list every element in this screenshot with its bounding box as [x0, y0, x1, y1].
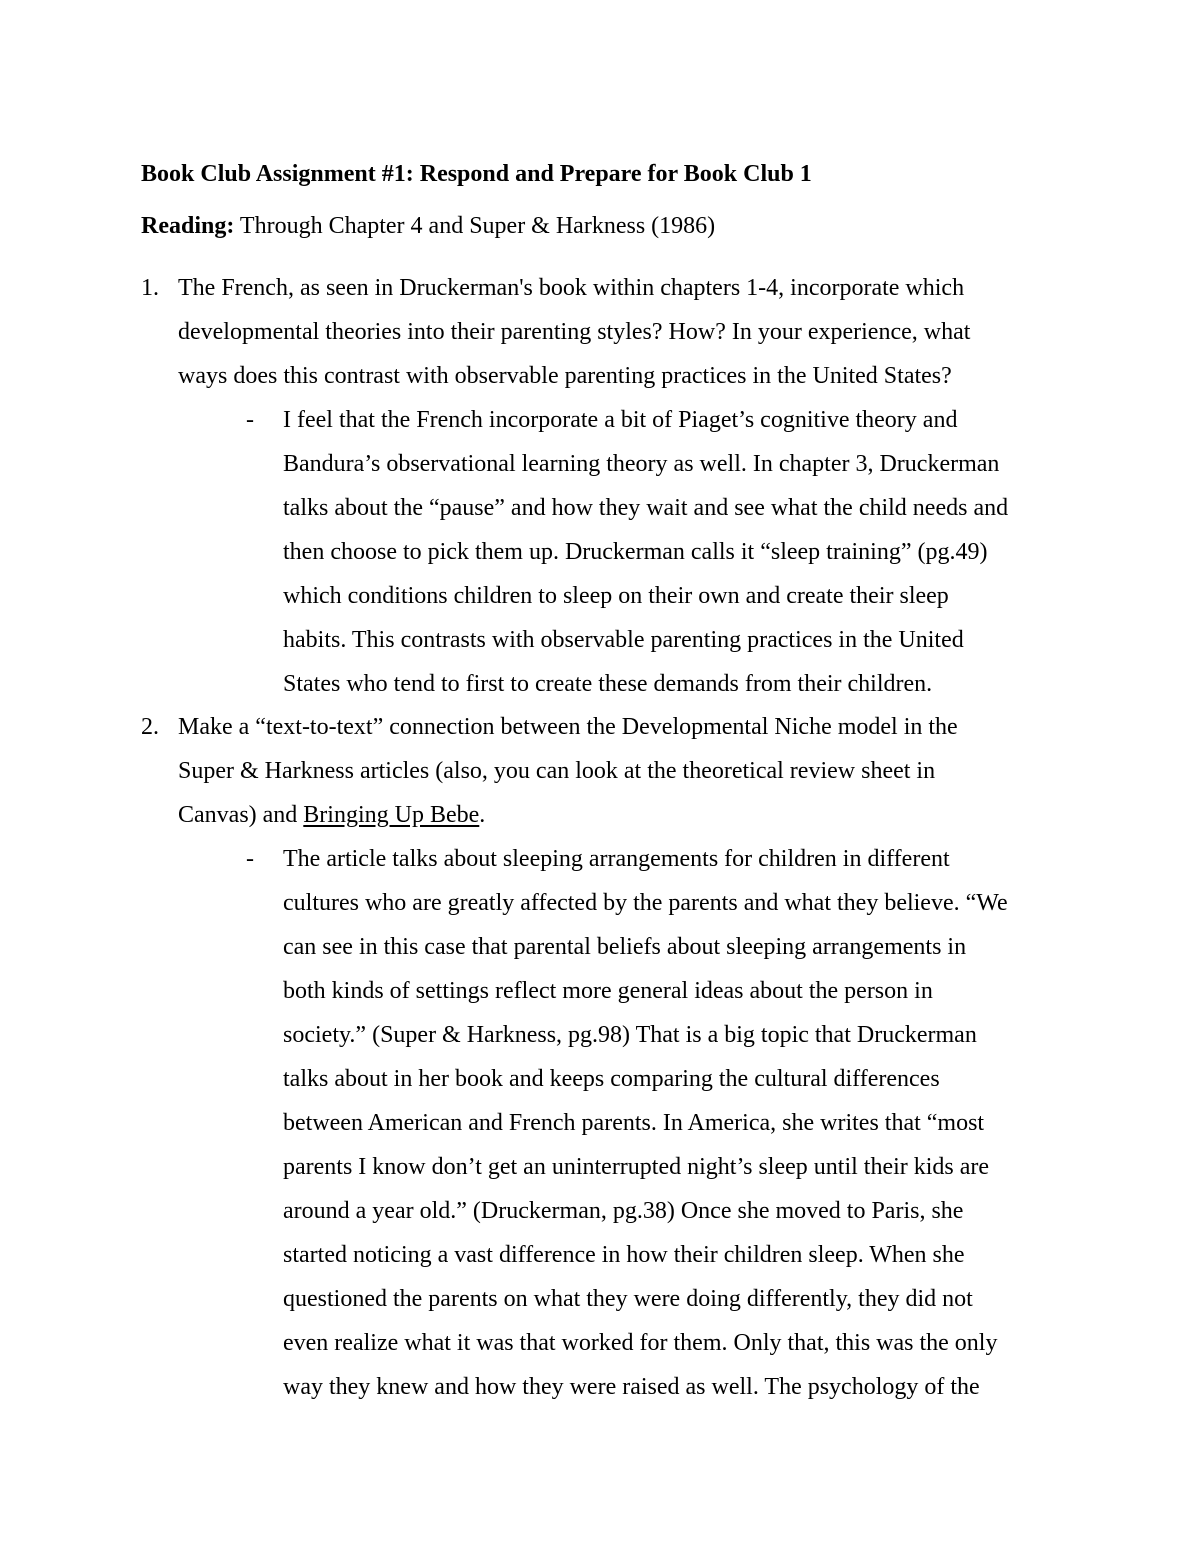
question-1-line: The French, as seen in Druckerman's book within chapters 1-4, incorporate which	[178, 275, 965, 301]
answer-1-line: habits. This contrasts with observable parenting practices in the United	[283, 627, 964, 653]
answer-1-bullet: -	[246, 407, 254, 433]
answer-2-line: questioned the parents on what they were doing differently, they did not	[283, 1286, 973, 1312]
question-2-line: Super & Harkness articles (also, you can look at the theoretical review sheet in	[178, 758, 936, 784]
reading-line	[141, 214, 715, 238]
answer-2-line: can see in this case that parental beliefs about sleeping arrangements in	[283, 934, 967, 960]
question-2-line: Make a “text-to-text” connection between the Developmental Niche model in the	[178, 714, 958, 740]
answer-2-line: The article talks about sleeping arrangements for children in different	[283, 846, 950, 872]
answer-1-line: which conditions children to sleep on their own and create their sleep	[283, 583, 949, 609]
answer-1-line: I feel that the French incorporate a bit of Piaget’s cognitive theory and	[283, 407, 958, 433]
assignment-title: Book Club Assignment #1: Respond and Prepare for Book Club 1	[141, 161, 812, 187]
answer-2-line: way they knew and how they were raised as well. The psychology of the	[283, 1374, 980, 1400]
answer-2-line: parents I know don’t get an uninterrupted night’s sleep until their kids are	[283, 1154, 990, 1180]
reading-label: Reading:	[141, 213, 235, 239]
answer-1-line: talks about the “pause” and how they wait and see what the child needs and	[283, 495, 1009, 521]
answer-2-bullet: -	[246, 846, 254, 872]
question-2-line-suffix: .	[479, 802, 486, 828]
answer-2-line: between American and French parents. In America, she writes that “most	[283, 1110, 985, 1136]
book-title: Bringing Up Bebe	[303, 802, 480, 828]
answer-2-line: even realize what it was that worked for them. Only that, this was the only	[283, 1330, 998, 1356]
question-2-line	[178, 803, 485, 827]
answer-2-line: cultures who are greatly affected by the parents and what they believe. “We	[283, 890, 1008, 916]
reading-text: Through Chapter 4 and Super & Harkness (1986)	[234, 213, 716, 239]
answer-2-line: started noticing a vast difference in how their children sleep. When she	[283, 1242, 965, 1268]
question-2-number: 2.	[141, 714, 159, 740]
question-1-line: ways does this contrast with observable parenting practices in the United States?	[178, 363, 952, 389]
answer-2-line: society.” (Super & Harkness, pg.98) That is a big topic that Druckerman	[283, 1022, 977, 1048]
question-1-number: 1.	[141, 275, 159, 301]
answer-2-line: talks about in her book and keeps comparing the cultural differences	[283, 1066, 940, 1092]
question-2-line-prefix: Canvas) and	[178, 802, 304, 828]
answer-1-line: Bandura’s observational learning theory as well. In chapter 3, Druckerman	[283, 451, 1000, 477]
answer-2-line: around a year old.” (Druckerman, pg.38) Once she moved to Paris, she	[283, 1198, 964, 1224]
answer-2-line: both kinds of settings reflect more general ideas about the person in	[283, 978, 933, 1004]
answer-1-line: States who tend to first to create these demands from their children.	[283, 671, 933, 697]
question-1-line: developmental theories into their parenting styles? How? In your experience, what	[178, 319, 971, 345]
answer-1-line: then choose to pick them up. Druckerman calls it “sleep training” (pg.49)	[283, 539, 988, 565]
